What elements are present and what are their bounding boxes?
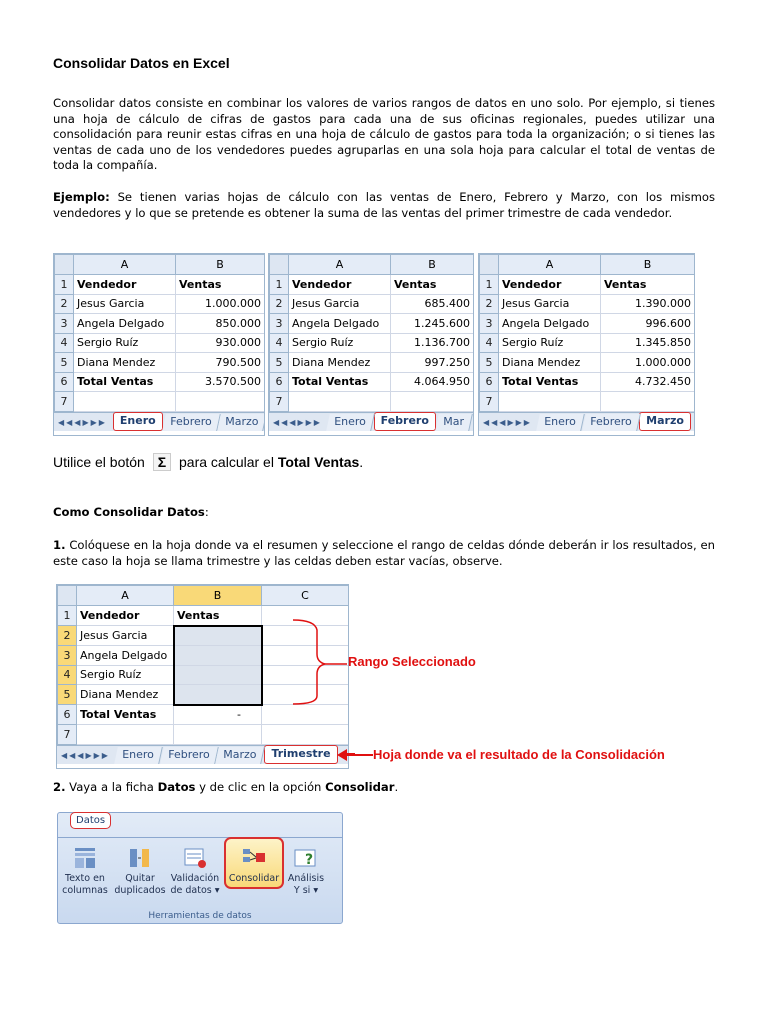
cell-vendedor-header[interactable]: Vendedor bbox=[499, 275, 601, 295]
annotation-arrows bbox=[285, 612, 355, 762]
sheet-tab-label: Enero bbox=[334, 414, 366, 428]
sigma-instruction bbox=[53, 453, 363, 471]
col-header-a[interactable]: A bbox=[289, 255, 391, 275]
row-header[interactable]: 2 bbox=[55, 294, 74, 314]
row-header[interactable]: 1 bbox=[55, 275, 74, 295]
cell-seller[interactable]: Sergio Ruíz bbox=[77, 665, 174, 685]
button-label-line1: Análisis bbox=[287, 873, 325, 884]
col-header-b[interactable]: B bbox=[391, 255, 474, 275]
cell-sales-value[interactable]: 1.000.000 bbox=[176, 294, 265, 314]
sheet-arrow-icon bbox=[335, 748, 375, 762]
how-heading-end: : bbox=[204, 505, 209, 519]
how-heading-bold: Como Consolidar Datos bbox=[53, 505, 205, 519]
cell-seller[interactable]: Diana Mendez bbox=[74, 353, 176, 373]
step2-tab-name: Datos bbox=[157, 780, 196, 794]
row-header[interactable]: 7 bbox=[270, 392, 289, 412]
page-title: Consolidar Datos en Excel bbox=[53, 55, 230, 71]
button-label-line1: Consolidar bbox=[228, 873, 280, 884]
button-label-line1: Texto en bbox=[65, 873, 105, 884]
sheet-tabs-bar bbox=[54, 412, 264, 431]
sigma-text-mid: para calcular el bbox=[179, 454, 274, 470]
select-all-corner[interactable] bbox=[270, 255, 289, 275]
col-header-a[interactable]: A bbox=[74, 255, 176, 275]
example-label: Ejemplo: bbox=[53, 190, 110, 204]
cell-vendedor-header[interactable]: Vendedor bbox=[289, 275, 391, 295]
cell-seller[interactable]: Diana Mendez bbox=[289, 353, 391, 373]
row-header[interactable]: 4 bbox=[58, 665, 77, 685]
cell-seller[interactable]: Sergio Ruíz bbox=[499, 333, 601, 353]
cell-seller[interactable]: Jesus Garcia bbox=[74, 294, 176, 314]
cell-empty[interactable] bbox=[391, 392, 474, 412]
row-header[interactable]: 2 bbox=[58, 626, 77, 646]
data-validation-button[interactable] bbox=[168, 845, 222, 897]
cell-total-label[interactable]: Total Ventas bbox=[77, 705, 174, 725]
sheet-tab-label: Febrero bbox=[167, 747, 210, 761]
consolidate-icon bbox=[240, 845, 268, 871]
step2-text-mid: y de clic en la opción bbox=[195, 780, 326, 794]
sheet-tab-label: Enero bbox=[544, 414, 576, 428]
step2-text-end: . bbox=[394, 780, 399, 794]
cell-seller[interactable]: Angela Delgado bbox=[77, 646, 174, 666]
cell-seller[interactable]: Angela Delgado bbox=[499, 314, 601, 334]
sheet-tab[interactable] bbox=[374, 412, 436, 431]
sheet-tabs-bar bbox=[269, 412, 473, 431]
cell-selected[interactable] bbox=[174, 626, 262, 646]
range-brace-icon bbox=[293, 620, 325, 704]
sheet-tab-enero[interactable] bbox=[114, 747, 162, 764]
cell-seller[interactable]: Sergio Ruíz bbox=[74, 333, 176, 353]
intro-paragraph: Consolidar datos consiste en combinar los valores de varios rangos de datos en uno solo. Por ejemplo, si tienes una hoja de cálculo de cifras de gastos para cada una de sus oficinas regionales, puedes utilizar una consolidación para reunir estas cifras en una hoja de cálculo de gastos para toda la organización; o si tienes las ventas de cada uno de los vendedores puedes agruparlas en una sola hoja para calcular el total de ventas de toda la compañía. bbox=[53, 96, 715, 173]
cell-empty[interactable] bbox=[601, 392, 695, 412]
step1-number: 1. bbox=[53, 538, 66, 552]
text-to-columns-icon bbox=[71, 845, 99, 871]
cell-empty[interactable] bbox=[77, 725, 174, 745]
row-header[interactable]: 7 bbox=[55, 392, 74, 412]
month-sheet bbox=[268, 253, 474, 436]
cell-seller[interactable]: Diana Mendez bbox=[77, 685, 174, 705]
row-header[interactable]: 3 bbox=[55, 314, 74, 334]
remove-duplicates-icon bbox=[126, 845, 154, 871]
sheet-tab-label: Marzo bbox=[225, 414, 259, 428]
cell-empty[interactable] bbox=[176, 392, 265, 412]
step2-number: 2. bbox=[53, 780, 66, 794]
cell-seller[interactable]: Sergio Ruíz bbox=[289, 333, 391, 353]
sheet-tabs-bar bbox=[479, 412, 694, 431]
cell-vendedor-header[interactable]: Vendedor bbox=[77, 606, 174, 626]
step2-option-name: Consolidar bbox=[325, 780, 395, 794]
sheet-tab-marzo[interactable] bbox=[215, 747, 265, 764]
sheet-tab-label: Trimestre bbox=[271, 746, 331, 760]
cell-seller[interactable]: Angela Delgado bbox=[74, 314, 176, 334]
cell-vendedor-header[interactable]: Vendedor bbox=[74, 275, 176, 295]
ribbon-panel bbox=[57, 812, 343, 924]
col-header-b[interactable]: B bbox=[601, 255, 695, 275]
cell-total-value[interactable]: - bbox=[174, 705, 262, 725]
cell-selected[interactable] bbox=[174, 685, 262, 705]
cell-seller[interactable]: Diana Mendez bbox=[499, 353, 601, 373]
sheet-tab-label: Febrero bbox=[589, 414, 632, 428]
cell-sales-value[interactable]: 1.245.600 bbox=[391, 314, 474, 334]
sigma-text-bold: Total Ventas bbox=[277, 454, 360, 470]
cell-empty[interactable] bbox=[174, 725, 262, 745]
annotation-sheet: Hoja donde va el resultado de la Consolidación bbox=[373, 747, 665, 762]
row-header[interactable]: 4 bbox=[55, 333, 74, 353]
step2-paragraph bbox=[53, 780, 398, 794]
sheet-tab-label: Marzo bbox=[223, 747, 257, 761]
cell-total-value[interactable]: 3.570.500 bbox=[176, 372, 265, 392]
row-header[interactable]: 1 bbox=[480, 275, 499, 295]
sheet-tab[interactable] bbox=[435, 414, 472, 431]
text-to-columns-button[interactable] bbox=[60, 845, 110, 897]
select-all-corner[interactable] bbox=[480, 255, 499, 275]
row-header[interactable]: 3 bbox=[480, 314, 499, 334]
sheet-tab-febrero[interactable] bbox=[160, 747, 218, 764]
sheet-tab[interactable] bbox=[536, 414, 584, 431]
row-header[interactable]: 5 bbox=[270, 353, 289, 373]
button-label-line2: Y si ▾ bbox=[293, 885, 319, 896]
col-header-b[interactable]: B bbox=[176, 255, 265, 275]
sheet-tab-label: Enero bbox=[122, 747, 154, 761]
sheet-tab[interactable] bbox=[639, 412, 691, 431]
cell-selected[interactable] bbox=[174, 646, 262, 666]
col-header-c[interactable]: C bbox=[262, 586, 349, 606]
sheet-tab[interactable] bbox=[582, 414, 640, 431]
cell-empty[interactable] bbox=[74, 392, 176, 412]
sheet-nav-arrows-icon[interactable]: ◀◀◀▶▶▶ bbox=[483, 417, 532, 427]
autosum-icon: Σ bbox=[153, 453, 171, 471]
cell-sales-value[interactable]: 685.400 bbox=[391, 294, 474, 314]
annotation-range: Rango Seleccionado bbox=[348, 654, 476, 669]
remove-duplicates-button[interactable] bbox=[114, 845, 166, 897]
cell-total-value[interactable]: 4.732.450 bbox=[601, 372, 695, 392]
cell-ventas-header[interactable]: Ventas bbox=[174, 606, 262, 626]
step1-paragraph bbox=[53, 538, 715, 569]
cell-sales-value[interactable]: 1.345.850 bbox=[601, 333, 695, 353]
cell-sales-value[interactable]: 997.250 bbox=[391, 353, 474, 373]
cell-sales-value[interactable]: 1.136.700 bbox=[391, 333, 474, 353]
select-all-corner[interactable] bbox=[58, 586, 77, 606]
month-sheet bbox=[53, 253, 265, 436]
cell-total-label[interactable]: Total Ventas bbox=[499, 372, 601, 392]
cell-seller[interactable]: Jesus Garcia bbox=[77, 626, 174, 646]
row-header[interactable]: 6 bbox=[270, 372, 289, 392]
cell-sales-value[interactable]: 996.600 bbox=[601, 314, 695, 334]
button-label-line2: duplicados bbox=[114, 885, 166, 896]
row-header[interactable]: 4 bbox=[480, 333, 499, 353]
row-header[interactable]: 4 bbox=[270, 333, 289, 353]
cell-seller[interactable]: Jesus Garcia bbox=[289, 294, 391, 314]
row-header[interactable]: 3 bbox=[270, 314, 289, 334]
button-label-line1: Validación bbox=[170, 873, 220, 884]
col-header-a[interactable]: A bbox=[499, 255, 601, 275]
cell-sales-value[interactable]: 850.000 bbox=[176, 314, 265, 334]
row-header[interactable]: 3 bbox=[58, 646, 77, 666]
cell-total-value[interactable]: 4.064.950 bbox=[391, 372, 474, 392]
sheet-tab[interactable] bbox=[113, 412, 163, 431]
row-header[interactable]: 7 bbox=[58, 725, 77, 745]
sheet-tab-label: Marzo bbox=[646, 413, 684, 427]
row-header[interactable]: 2 bbox=[480, 294, 499, 314]
row-header[interactable]: 6 bbox=[58, 705, 77, 725]
row-header[interactable]: 6 bbox=[55, 372, 74, 392]
cell-sales-value[interactable]: 1.000.000 bbox=[601, 353, 695, 373]
sheet-tab-label: Febrero bbox=[380, 413, 429, 427]
cell-sales-value[interactable]: 790.500 bbox=[176, 353, 265, 373]
cell-selected[interactable] bbox=[174, 665, 262, 685]
ribbon-group-label: Herramientas de datos bbox=[148, 911, 252, 921]
cell-ventas-header[interactable]: Ventas bbox=[391, 275, 474, 295]
cell-seller[interactable]: Angela Delgado bbox=[289, 314, 391, 334]
sheet-nav-arrows-icon[interactable]: ◀◀◀▶▶▶ bbox=[273, 417, 322, 427]
sheet-nav-arrows-icon[interactable]: ◀◀◀▶▶▶ bbox=[58, 417, 107, 427]
row-header[interactable]: 5 bbox=[55, 353, 74, 373]
step1-text: Colóquese en la hoja donde va el resumen y seleccione el rango de celdas dónde deberán ir los resultados, en este caso la hoja se llama trimestre y las celdas deben estar vacías, observe. bbox=[53, 538, 715, 568]
sheet-tab-label: Febrero bbox=[169, 414, 212, 428]
cell-sales-value[interactable]: 930.000 bbox=[176, 333, 265, 353]
how-heading bbox=[53, 505, 209, 519]
button-label-line2: de datos ▾ bbox=[170, 885, 220, 896]
consolidate-button[interactable] bbox=[224, 837, 284, 889]
sheet-tab[interactable] bbox=[217, 414, 265, 431]
what-if-icon bbox=[292, 845, 320, 871]
row-header[interactable]: 5 bbox=[58, 685, 77, 705]
col-header-b[interactable]: B bbox=[174, 586, 262, 606]
cell-empty[interactable] bbox=[289, 392, 391, 412]
what-if-analysis-button[interactable] bbox=[282, 845, 330, 897]
row-header[interactable]: 1 bbox=[270, 275, 289, 295]
example-paragraph bbox=[53, 190, 715, 221]
example-text: Se tienen varias hojas de cálculo con las ventas de Enero, Febrero y Marzo, con los mismos vendedores y lo que se pretende es obtener la suma de las ventas del primer trimestre de cada vendedor. bbox=[53, 190, 715, 220]
ribbon-tab-datos[interactable]: Datos bbox=[70, 812, 111, 829]
sheet-tab[interactable] bbox=[326, 414, 374, 431]
sheet-tab-label: Mar bbox=[443, 414, 464, 428]
sheet-nav-arrows-icon[interactable]: ◀◀◀▶▶▶ bbox=[61, 750, 110, 760]
col-header-a[interactable]: A bbox=[77, 586, 174, 606]
row-header[interactable]: 2 bbox=[270, 294, 289, 314]
button-label-line1: Quitar bbox=[125, 873, 155, 884]
cell-ventas-header[interactable]: Ventas bbox=[176, 275, 265, 295]
cell-empty[interactable] bbox=[499, 392, 601, 412]
data-validation-icon bbox=[181, 845, 209, 871]
cell-ventas-header[interactable]: Ventas bbox=[601, 275, 695, 295]
button-label-line2: columnas bbox=[62, 885, 108, 896]
sigma-text-pre: Utilice el botón bbox=[53, 454, 145, 470]
cell-total-label[interactable]: Total Ventas bbox=[289, 372, 391, 392]
month-sheet bbox=[478, 253, 695, 436]
row-header[interactable]: 6 bbox=[480, 372, 499, 392]
svg-text:?: ? bbox=[305, 852, 314, 868]
step2-text-pre: Vaya a la ficha bbox=[65, 780, 158, 794]
cell-sales-value[interactable]: 1.390.000 bbox=[601, 294, 695, 314]
cell-total-label[interactable]: Total Ventas bbox=[74, 372, 176, 392]
row-header[interactable]: 7 bbox=[480, 392, 499, 412]
row-header[interactable]: 5 bbox=[480, 353, 499, 373]
select-all-corner[interactable] bbox=[55, 255, 74, 275]
cell-seller[interactable]: Jesus Garcia bbox=[499, 294, 601, 314]
sheet-tab[interactable] bbox=[162, 414, 220, 431]
sigma-text-end: . bbox=[359, 454, 364, 470]
row-header[interactable]: 1 bbox=[58, 606, 77, 626]
sheet-tab-label: Enero bbox=[119, 413, 156, 427]
